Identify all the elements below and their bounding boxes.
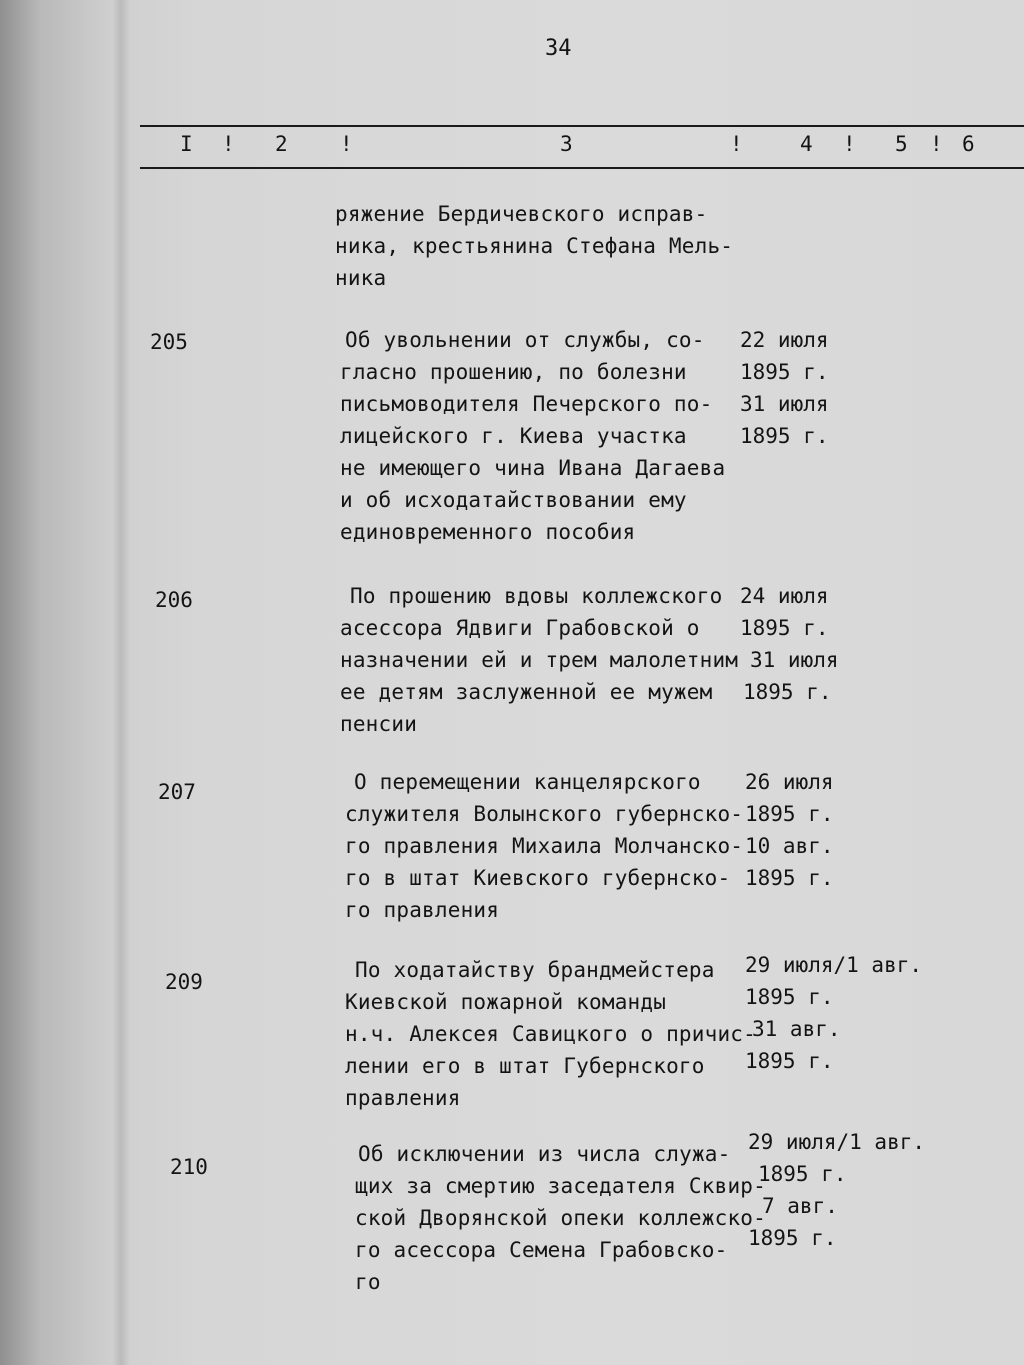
- entry-number: 206: [155, 588, 193, 612]
- entry-text-line: асессора Ядвиги Грабовской о: [340, 616, 700, 640]
- column-separator: !: [730, 132, 743, 156]
- entry-date: 31 авг.: [752, 1017, 841, 1041]
- entry-text-line: письмоводителя Печерского по-: [340, 392, 713, 416]
- column-header-6: 6: [962, 132, 975, 156]
- entry-text-line: го: [355, 1270, 381, 1294]
- entry-date: 1895 г.: [745, 1049, 834, 1073]
- entry-date: 7 авг.: [762, 1194, 838, 1218]
- entry-text-line: Об увольнении от службы, со-: [345, 328, 705, 352]
- entry-text-line: пенсии: [340, 712, 418, 736]
- entry-text-line: Киевской пожарной команды: [345, 990, 667, 1014]
- entry-date: 31 июля: [750, 648, 839, 672]
- entry-text-line: и об исходатайствовании ему: [340, 488, 687, 512]
- column-header-3: 3: [560, 132, 573, 156]
- entry-date: 1895 г.: [745, 802, 834, 826]
- entry-number: 209: [165, 970, 203, 994]
- entry-date: 29 июля/1 авг.: [745, 953, 923, 977]
- entry-text-line: щих за смертию заседателя Сквир-: [355, 1174, 766, 1198]
- entry-text-line: н.ч. Алексея Савицкого о причис-: [345, 1022, 756, 1046]
- column-header-5: 5: [895, 132, 908, 156]
- entry-date: 26 июля: [745, 770, 834, 794]
- column-header-4: 4: [800, 132, 813, 156]
- entry-text-line: лении его в штат Губернского: [345, 1054, 705, 1078]
- entry-text-line: ника: [335, 266, 387, 290]
- entry-text-line: назначении ей и трем малолетним: [340, 648, 739, 672]
- column-separator: !: [930, 132, 943, 156]
- entry-text-line: ряжение Бердичевского исправ-: [335, 202, 708, 226]
- entry-text-line: ее детям заслуженной ее мужем: [340, 680, 713, 704]
- entry-text-line: О перемещении канцелярского: [354, 770, 701, 794]
- header-bottom-rule: [140, 167, 1024, 169]
- entry-date: 22 июля: [740, 328, 829, 352]
- column-separator: !: [843, 132, 856, 156]
- entry-date: 1895 г.: [740, 424, 829, 448]
- entry-text-line: не имеющего чина Ивана Дагаева: [340, 456, 726, 480]
- column-separator: !: [222, 132, 235, 156]
- entry-date: 29 июля/1 авг.: [748, 1130, 926, 1154]
- entry-text-line: По ходатайству брандмейстера: [355, 958, 715, 982]
- entry-date: 10 авг.: [745, 834, 834, 858]
- entry-text-line: го правления Михаила Молчанско-: [345, 834, 744, 858]
- entry-date: 1895 г.: [758, 1162, 847, 1186]
- page-fold-shadow: [112, 0, 130, 1365]
- page-number: 34: [545, 36, 572, 61]
- entry-text-line: ника, крестьянина Стефана Мель-: [335, 234, 734, 258]
- entry-text-line: правления: [345, 1086, 461, 1110]
- entry-text-line: По прошению вдовы коллежского: [350, 584, 723, 608]
- entry-text-line: го асессора Семена Грабовско-: [355, 1238, 728, 1262]
- entry-number: 205: [150, 330, 188, 354]
- entry-text-line: служителя Волынского губернско-: [345, 802, 744, 826]
- entry-date: 1895 г.: [740, 616, 829, 640]
- entry-date: 24 июля: [740, 584, 829, 608]
- header-top-rule: [140, 125, 1024, 127]
- entry-date: 1895 г.: [740, 360, 829, 384]
- entry-text-line: го в штат Киевского губернско-: [345, 866, 731, 890]
- entry-text-line: гласно прошению, по болезни: [340, 360, 687, 384]
- entry-date: 31 июля: [740, 392, 829, 416]
- column-header-2: 2: [275, 132, 288, 156]
- entry-text-line: Об исключении из числа служа-: [358, 1142, 731, 1166]
- entry-text-line: единовременного пособия: [340, 520, 636, 544]
- column-header-1: I: [180, 132, 193, 156]
- entry-number: 207: [158, 780, 196, 804]
- entry-number: 210: [170, 1155, 208, 1179]
- entry-text-line: го правления: [345, 898, 500, 922]
- entry-text-line: лицейского г. Киева участка: [340, 424, 687, 448]
- entry-date: 1895 г.: [748, 1226, 837, 1250]
- entry-date: 1895 г.: [743, 680, 832, 704]
- column-separator: !: [340, 132, 353, 156]
- entry-date: 1895 г.: [745, 866, 834, 890]
- entry-date: 1895 г.: [745, 985, 834, 1009]
- entry-text-line: ской Дворянской опеки коллежско-: [355, 1206, 766, 1230]
